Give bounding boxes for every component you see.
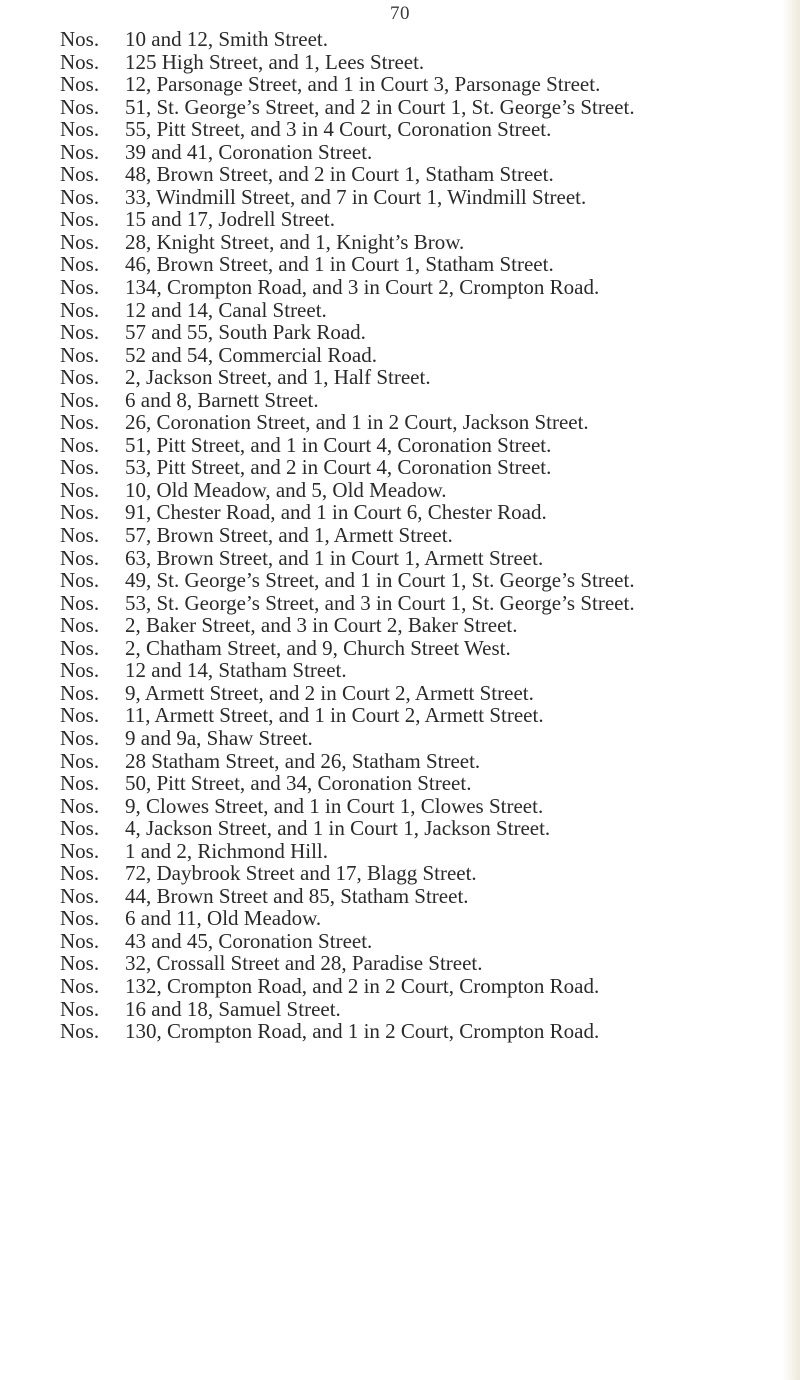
address-entry — [60, 885, 780, 908]
address-entry — [60, 479, 780, 502]
entry-text: 50, Pitt Street, and 34, Coronation Street. — [125, 771, 472, 796]
entry-prefix: Nos. — [60, 658, 100, 683]
entry-text: 10, Old Meadow, and 5, Old Meadow. — [125, 477, 447, 502]
entry-text: 9 and 9a, Shaw Street. — [125, 725, 313, 750]
address-entry — [60, 727, 780, 750]
entry-prefix: Nos. — [60, 320, 100, 345]
entry-text: 28 Statham Street, and 26, Statham Street. — [125, 748, 481, 773]
entry-prefix: Nos. — [60, 793, 100, 818]
entry-text: 91, Chester Road, and 1 in Court 6, Chester Road. — [125, 500, 547, 525]
entry-prefix: Nos. — [60, 568, 100, 593]
entry-text: 2, Baker Street, and 3 in Court 2, Baker Street. — [125, 613, 518, 638]
entry-text: 32, Crossall Street and 28, Paradise Street. — [125, 951, 483, 976]
address-entry — [60, 659, 780, 682]
entry-text: 44, Brown Street and 85, Statham Street. — [125, 883, 469, 908]
entry-prefix: Nos. — [60, 387, 100, 412]
address-entry — [60, 186, 780, 209]
entry-prefix: Nos. — [60, 49, 100, 74]
address-entry — [60, 930, 780, 953]
address-entry — [60, 96, 780, 119]
address-entry — [60, 862, 780, 885]
entry-text: 52 and 54, Commercial Road. — [125, 342, 377, 367]
entry-text: 63, Brown Street, and 1 in Court 1, Armett Street. — [125, 545, 544, 570]
entry-prefix: Nos. — [60, 162, 100, 187]
entry-prefix: Nos. — [60, 207, 100, 232]
address-entry — [60, 614, 780, 637]
entry-text: 2, Jackson Street, and 1, Half Street. — [125, 365, 431, 390]
entry-text: 9, Clowes Street, and 1 in Court 1, Clowes Street. — [125, 793, 544, 818]
entry-prefix: Nos. — [60, 500, 100, 525]
address-entry — [60, 682, 780, 705]
entry-text: 4, Jackson Street, and 1 in Court 1, Jackson Street. — [125, 816, 551, 841]
address-entry — [60, 750, 780, 773]
address-entry — [60, 321, 780, 344]
entry-text: 16 and 18, Samuel Street. — [125, 996, 341, 1021]
address-entry — [60, 975, 780, 998]
address-entry — [60, 389, 780, 412]
entry-prefix: Nos. — [60, 72, 100, 97]
entry-prefix: Nos. — [60, 432, 100, 457]
address-entry — [60, 772, 780, 795]
address-entry — [60, 637, 780, 660]
entry-prefix: Nos. — [60, 816, 100, 841]
entry-text: 53, Pitt Street, and 2 in Court 4, Coronation Street. — [125, 455, 552, 480]
entry-prefix: Nos. — [60, 252, 100, 277]
entry-prefix: Nos. — [60, 861, 100, 886]
address-entry — [60, 501, 780, 524]
entry-text: 12 and 14, Canal Street. — [125, 297, 327, 322]
entry-text: 33, Windmill Street, and 7 in Court 1, Windmill Street. — [125, 184, 587, 209]
entry-text: 6 and 8, Barnett Street. — [125, 387, 319, 412]
entry-text: 72, Daybrook Street and 17, Blagg Street. — [125, 861, 477, 886]
entry-prefix: Nos. — [60, 928, 100, 953]
address-entry — [60, 998, 780, 1021]
entry-prefix: Nos. — [60, 455, 100, 480]
entry-prefix: Nos. — [60, 590, 100, 615]
address-entry — [60, 840, 780, 863]
entry-prefix: Nos. — [60, 27, 100, 51]
entry-text: 51, St. George’s Street, and 2 in Court 1, St. George’s Street. — [125, 94, 635, 119]
entry-text: 134, Crompton Road, and 3 in Court 2, Crompton Road. — [125, 275, 600, 300]
entry-text: 48, Brown Street, and 2 in Court 1, Statham Street. — [125, 162, 554, 187]
address-entry — [60, 208, 780, 231]
entry-text: 125 High Street, and 1, Lees Street. — [125, 49, 425, 74]
entry-text: 39 and 41, Coronation Street. — [125, 139, 373, 164]
entry-text: 132, Crompton Road, and 2 in 2 Court, Crompton Road. — [125, 973, 600, 998]
address-entry — [60, 51, 780, 74]
address-entry — [60, 817, 780, 840]
entry-prefix: Nos. — [60, 635, 100, 660]
address-entry — [60, 456, 780, 479]
entry-prefix: Nos. — [60, 703, 100, 728]
address-entry — [60, 952, 780, 975]
entry-prefix: Nos. — [60, 748, 100, 773]
address-entry — [60, 434, 780, 457]
entry-text: 12, Parsonage Street, and 1 in Court 3, Parsonage Street. — [125, 72, 601, 97]
address-entry — [60, 795, 780, 818]
address-entry — [60, 569, 780, 592]
entry-text: 2, Chatham Street, and 9, Church Street West. — [125, 635, 511, 660]
entry-prefix: Nos. — [60, 680, 100, 705]
address-entry — [60, 276, 780, 299]
address-entry — [60, 118, 780, 141]
address-entry — [60, 547, 780, 570]
entry-text: 12 and 14, Statham Street. — [125, 658, 347, 683]
entry-prefix: Nos. — [60, 365, 100, 390]
address-entry — [60, 73, 780, 96]
entry-prefix: Nos. — [60, 1019, 100, 1044]
entry-prefix: Nos. — [60, 545, 100, 570]
address-entry — [60, 299, 780, 322]
entry-text: 6 and 11, Old Meadow. — [125, 906, 322, 931]
entry-prefix: Nos. — [60, 883, 100, 908]
entry-text: 26, Coronation Street, and 1 in 2 Court, Jackson Street. — [125, 410, 589, 435]
entry-text: 57 and 55, South Park Road. — [125, 320, 366, 345]
entry-prefix: Nos. — [60, 275, 100, 300]
entry-prefix: Nos. — [60, 94, 100, 119]
entry-text: 53, St. George’s Street, and 3 in Court 1, St. George’s Street. — [125, 590, 635, 615]
entry-prefix: Nos. — [60, 410, 100, 435]
entry-prefix: Nos. — [60, 771, 100, 796]
entry-text: 1 and 2, Richmond Hill. — [125, 838, 328, 863]
address-entry — [60, 344, 780, 367]
address-entry — [60, 1020, 780, 1043]
entry-prefix: Nos. — [60, 951, 100, 976]
entry-text: 57, Brown Street, and 1, Armett Street. — [125, 523, 453, 548]
entry-text: 51, Pitt Street, and 1 in Court 4, Coronation Street. — [125, 432, 552, 457]
address-entry — [60, 163, 780, 186]
entry-prefix: Nos. — [60, 229, 100, 254]
entry-text: 55, Pitt Street, and 3 in 4 Court, Coronation Street. — [125, 117, 552, 142]
entry-prefix: Nos. — [60, 184, 100, 209]
entry-prefix: Nos. — [60, 117, 100, 142]
address-entry — [60, 411, 780, 434]
page-edge-shading — [782, 0, 800, 1380]
entry-text: 130, Crompton Road, and 1 in 2 Court, Crompton Road. — [125, 1019, 600, 1044]
address-entry — [60, 231, 780, 254]
entry-prefix: Nos. — [60, 906, 100, 931]
entry-text: 46, Brown Street, and 1 in Court 1, Statham Street. — [125, 252, 554, 277]
entry-prefix: Nos. — [60, 477, 100, 502]
entry-text: 15 and 17, Jodrell Street. — [125, 207, 335, 232]
address-list — [60, 28, 780, 1043]
entry-prefix: Nos. — [60, 297, 100, 322]
address-entry — [60, 28, 780, 51]
entry-prefix: Nos. — [60, 613, 100, 638]
address-entry — [60, 366, 780, 389]
entry-prefix: Nos. — [60, 139, 100, 164]
entry-text: 28, Knight Street, and 1, Knight’s Brow. — [125, 229, 465, 254]
address-entry — [60, 253, 780, 276]
entry-prefix: Nos. — [60, 523, 100, 548]
address-entry — [60, 524, 780, 547]
entry-prefix: Nos. — [60, 838, 100, 863]
entry-text: 43 and 45, Coronation Street. — [125, 928, 373, 953]
entry-prefix: Nos. — [60, 996, 100, 1021]
address-entry — [60, 907, 780, 930]
entry-prefix: Nos. — [60, 342, 100, 367]
entry-prefix: Nos. — [60, 725, 100, 750]
address-entry — [60, 141, 780, 164]
entry-text: 11, Armett Street, and 1 in Court 2, Armett Street. — [125, 703, 544, 728]
entry-text: 10 and 12, Smith Street. — [125, 27, 328, 51]
entry-text: 49, St. George’s Street, and 1 in Court 1, St. George’s Street. — [125, 568, 635, 593]
page-number: 70 — [390, 3, 410, 24]
entry-text: 9, Armett Street, and 2 in Court 2, Armett Street. — [125, 680, 534, 705]
address-entry — [60, 704, 780, 727]
entry-prefix: Nos. — [60, 973, 100, 998]
address-entry — [60, 592, 780, 615]
